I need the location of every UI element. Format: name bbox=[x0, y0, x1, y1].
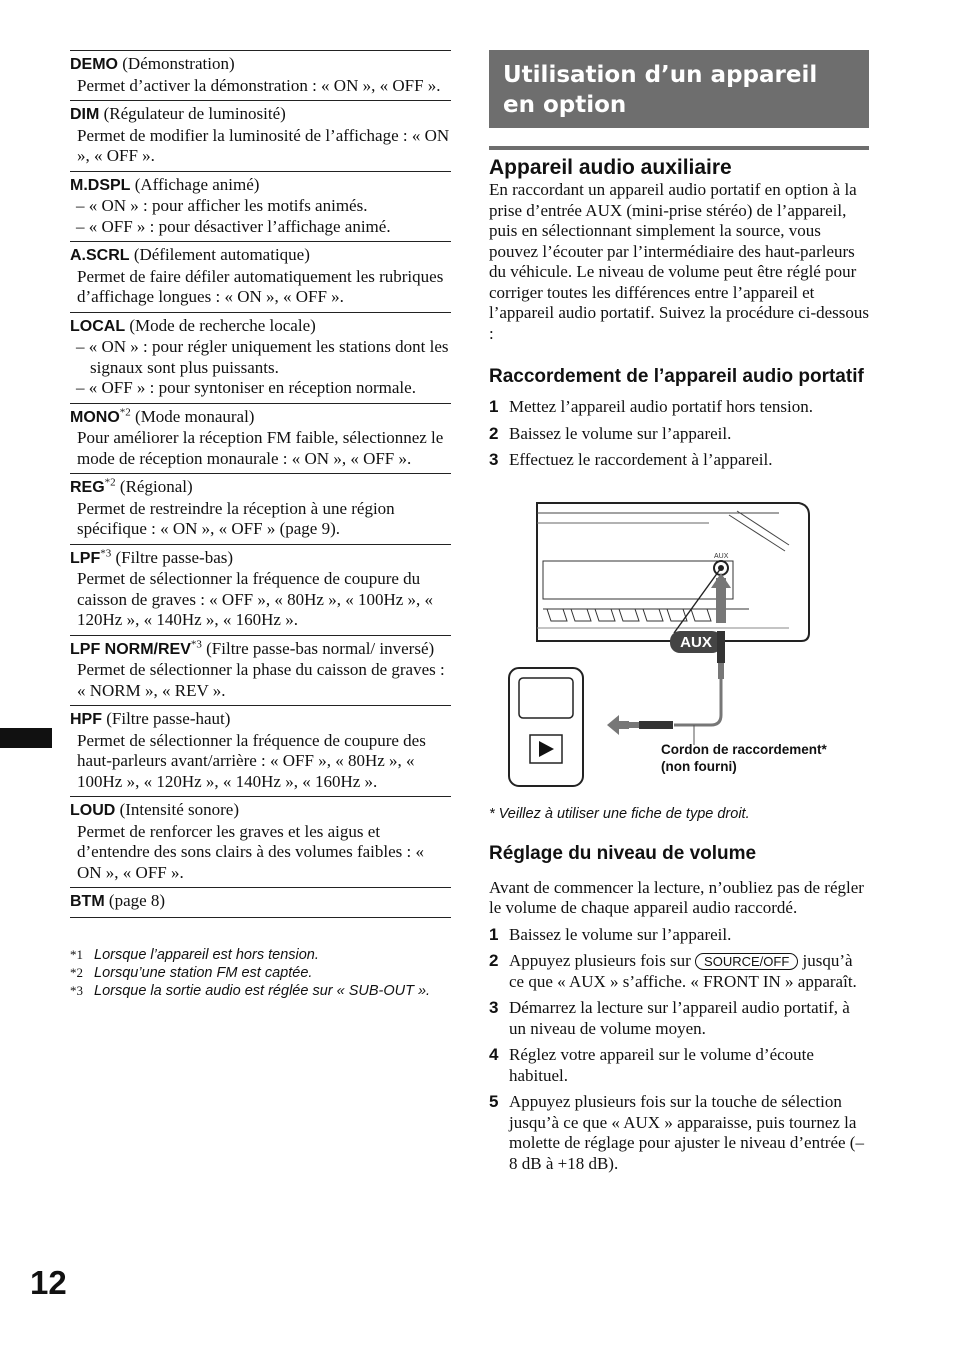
heading-aux-audio: Appareil audio auxiliaire bbox=[489, 156, 732, 179]
settings-list bbox=[70, 50, 451, 1000]
source-off-button-ref: SOURCE/OFF bbox=[695, 953, 798, 970]
setting-heading bbox=[70, 175, 451, 197]
setting-heading bbox=[70, 245, 451, 267]
setting-heading bbox=[70, 54, 451, 76]
intro-paragraph: En raccordant un appareil audio portatif en option à la prise d’entrée AUX (mini-prise stéréo) de l’appareil, puis en sélectionnant simplement la source, vous pouvez l’écouter par l’intermédiaire des haut-parleurs du véhicule. Le niveau de volume peut être réglé pour corriger toutes les différences entre l’appareil et l’appareil audio portatif. Suivez la procédure ci-dessous : bbox=[489, 180, 870, 343]
footnote bbox=[70, 946, 451, 964]
setting-description: Permet d’activer la démonstration : « ON », « OFF ». bbox=[77, 75, 441, 95]
setting-term: A.SCRL bbox=[70, 247, 130, 264]
setting-label: (Régulateur de luminosité) bbox=[99, 104, 286, 123]
setting-term: MONO bbox=[70, 408, 120, 426]
step-text: Mettez l’appareil audio portatif hors tension. bbox=[509, 397, 814, 416]
step-text: Effectuez le raccordement à l’appareil. bbox=[509, 450, 773, 469]
setting-label: (Régional) bbox=[115, 477, 193, 496]
setting-heading bbox=[70, 639, 451, 661]
step-number: 3 bbox=[489, 450, 499, 469]
setting-heading bbox=[70, 316, 451, 338]
setting-entry bbox=[70, 171, 451, 242]
setting-entry bbox=[70, 403, 451, 474]
setting-option: – « OFF » : pour désactiver l’affichage animé. bbox=[76, 216, 391, 236]
setting-entry bbox=[70, 241, 451, 312]
footnote-text: Lorsque la sortie audio est réglée sur « SUB-OUT ». bbox=[94, 982, 431, 999]
aux-small-label: AUX bbox=[714, 552, 729, 560]
footnote-mark: *2 bbox=[70, 964, 83, 980]
setting-description: Permet de sélectionner la fréquence de coupure du caisson de graves : « OFF », « 80Hz », « 100Hz », « 120Hz », « 140Hz », « 160Hz ». bbox=[77, 569, 434, 629]
volume-step: 3 Démarrez la lecture sur l’appareil audio portatif, à un niveau de volume moyen. bbox=[489, 998, 850, 1038]
setting-term: HPF bbox=[70, 711, 102, 728]
setting-option: – « ON » : pour régler uniquement les stations dont les signaux sont plus puissants. bbox=[76, 337, 449, 377]
footnote-ref: *2 bbox=[119, 405, 131, 418]
setting-label: (Intensité sonore) bbox=[115, 800, 240, 819]
setting-label: (Filtre passe-haut) bbox=[102, 709, 231, 728]
footnote-ref: *3 bbox=[190, 637, 202, 650]
footnote-mark: *3 bbox=[70, 982, 83, 998]
setting-option: – « OFF » : pour syntoniser en réception normale. bbox=[76, 378, 416, 397]
right-column bbox=[489, 50, 869, 1174]
setting-term: M.DSPL bbox=[70, 176, 131, 194]
volume-intro: Avant de commencer la lecture, n’oubliez pas de régler le volume de chaque appareil audio raccordé. bbox=[489, 877, 864, 917]
setting-label: (Mode monaural) bbox=[130, 406, 255, 426]
setting-term: BTM bbox=[70, 893, 105, 910]
setting-term: LPF NORM/REV bbox=[70, 640, 191, 658]
setting-term: LOCAL bbox=[70, 317, 126, 335]
footnote-text: Lorsqu’une station FM est captée. bbox=[94, 964, 313, 981]
volume-step: 2 Appuyez plusieurs fois sur SOURCE/OFF jusqu’à ce que « AUX » s’affiche. « FRONT IN » apparaît. bbox=[489, 951, 857, 991]
volume-step: 5 Appuyez plusieurs fois sur la touche de sélection jusqu’à ce que « AUX » apparaisse, puis tournez la molette de réglage pour ajuster le niveau d’entrée (–8 dB à +18 dB). bbox=[489, 1092, 864, 1173]
step-text: Baissez le volume sur l’appareil. bbox=[509, 423, 732, 443]
setting-description: Permet de renforcer les graves et les aigus et d’entendre des sons clairs à des volumes faibles : « ON », « OFF ». bbox=[77, 821, 424, 882]
aux-badge-label: AUX bbox=[680, 633, 712, 651]
connection-steps bbox=[489, 397, 869, 471]
section-banner: Utilisation d’un appareil en option bbox=[489, 50, 869, 128]
step-number: 2 bbox=[489, 423, 499, 443]
footnotes bbox=[70, 946, 451, 1000]
footnote-text: Lorsque l’appareil est hors tension. bbox=[94, 946, 319, 963]
setting-description: Permet de sélectionner la phase du caisson de graves : « NORM », « REV ». bbox=[77, 660, 445, 700]
connection-diagram bbox=[489, 483, 869, 803]
setting-heading bbox=[70, 548, 451, 570]
setting-entry bbox=[70, 50, 451, 100]
heading-volume: Réglage du niveau de volume bbox=[489, 842, 757, 864]
page-number: 12 bbox=[30, 1264, 67, 1301]
setting-term: REG bbox=[70, 479, 105, 496]
setting-description: Permet de faire défiler automatiquement les rubriques d’affichage longues : « ON », « OFF ». bbox=[77, 266, 444, 306]
setting-entry bbox=[70, 473, 451, 544]
section-tab-marker bbox=[0, 728, 52, 748]
setting-label: (Affichage animé) bbox=[130, 174, 260, 194]
setting-label: (Mode de recherche locale) bbox=[125, 315, 316, 335]
step-number: 1 bbox=[489, 397, 499, 416]
footnote-ref: *3 bbox=[100, 546, 112, 559]
setting-entry bbox=[70, 796, 451, 887]
setting-option: – « ON » : pour afficher les motifs animés. bbox=[76, 196, 368, 215]
setting-heading bbox=[70, 891, 451, 913]
footnote bbox=[70, 982, 451, 1000]
setting-description: Permet de modifier la luminosité de l’affichage : « ON », « OFF ». bbox=[77, 125, 450, 165]
setting-entry bbox=[70, 705, 451, 796]
diagram-note: * Veillez à utiliser une fiche de type droit. bbox=[489, 805, 750, 822]
cable-caption: Cordon de raccordement* (non fourni) bbox=[661, 741, 827, 774]
volume-step: 1 Baissez le volume sur l’appareil. bbox=[489, 924, 732, 944]
setting-entry bbox=[70, 635, 451, 706]
setting-label: (Défilement automatique) bbox=[129, 245, 310, 264]
setting-heading bbox=[70, 800, 451, 822]
connection-step bbox=[489, 397, 869, 418]
head-unit bbox=[537, 503, 809, 641]
portable-audio-device bbox=[509, 668, 583, 786]
setting-description: Pour améliorer la réception FM faible, sélectionnez le mode de réception monaurale : « ON », « OFF ». bbox=[77, 428, 444, 468]
setting-entry bbox=[70, 544, 451, 635]
setting-entry bbox=[70, 100, 451, 171]
heading-rule bbox=[489, 146, 869, 150]
heading-connection: Raccordement de l’appareil audio portatif bbox=[489, 366, 864, 387]
setting-entry bbox=[70, 312, 451, 403]
setting-label: (Filtre passe-bas normal/ inversé) bbox=[201, 638, 435, 658]
connection-step bbox=[489, 450, 869, 471]
setting-heading bbox=[70, 477, 451, 499]
footnote-mark: *1 bbox=[70, 946, 83, 962]
setting-label: (page 8) bbox=[104, 891, 166, 910]
setting-heading bbox=[70, 104, 451, 126]
setting-term: DIM bbox=[70, 106, 100, 123]
setting-term: DEMO bbox=[70, 56, 118, 73]
setting-term: LOUD bbox=[70, 802, 116, 819]
setting-term: LPF bbox=[70, 549, 101, 567]
volume-step: 4 Réglez votre appareil sur le volume d’écoute habituel. bbox=[489, 1045, 814, 1085]
setting-entry bbox=[70, 887, 451, 918]
setting-description: Permet de restreindre la réception à une région spécifique : « ON », « OFF » (page 9). bbox=[77, 498, 395, 538]
setting-heading bbox=[70, 407, 451, 429]
footnote bbox=[70, 964, 451, 982]
setting-label: (Filtre passe-bas) bbox=[111, 547, 234, 567]
setting-heading bbox=[70, 709, 451, 731]
footnote-ref: *2 bbox=[104, 476, 116, 489]
setting-label: (Démonstration) bbox=[118, 54, 235, 73]
connection-step bbox=[489, 424, 869, 445]
setting-description: Permet de sélectionner la fréquence de coupure des haut-parleurs avant/arrière : « OFF », « 80Hz », « 100Hz », « 120Hz », « 140Hz », « 160Hz ». bbox=[77, 730, 426, 791]
